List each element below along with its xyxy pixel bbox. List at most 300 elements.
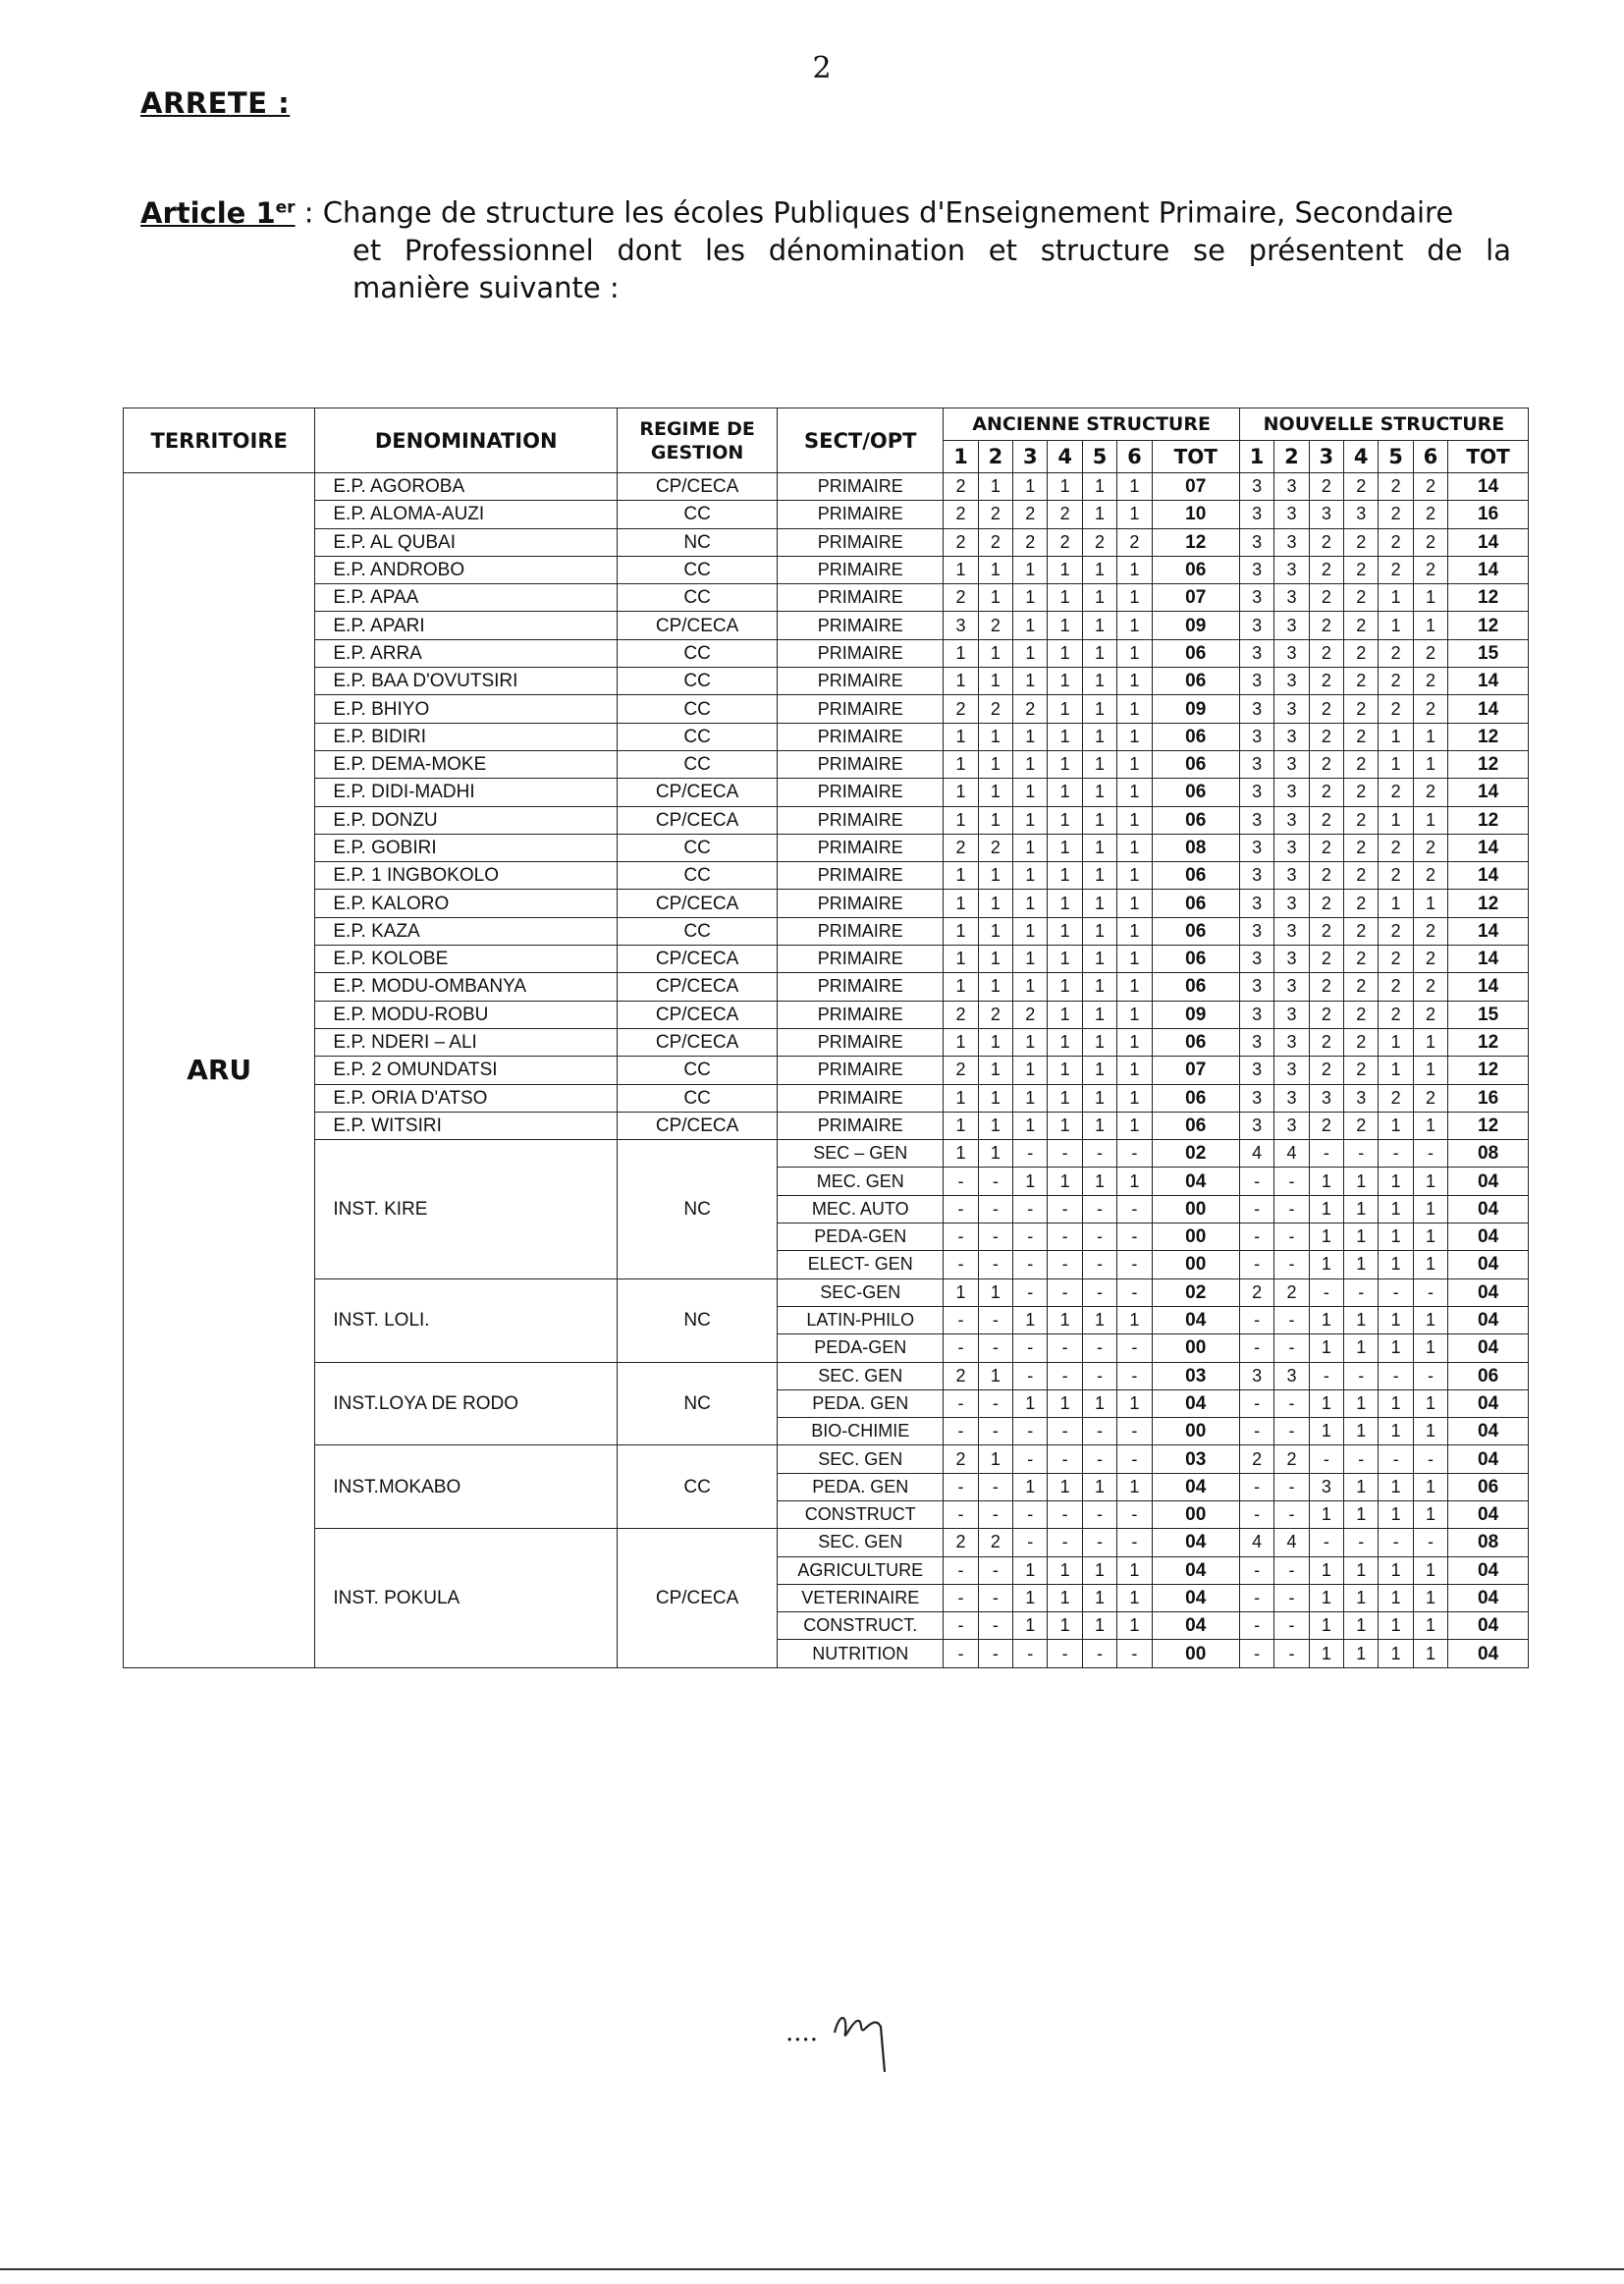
cell-nouvelle-6: 1 (1413, 584, 1447, 612)
cell-nouvelle-3: - (1309, 1140, 1343, 1168)
cell-sect-opt: PRIMAIRE (778, 862, 944, 890)
cell-nouvelle-4: 2 (1344, 750, 1379, 778)
cell-regime: CC (618, 668, 778, 695)
cell-nouvelle-2: 3 (1274, 862, 1309, 890)
table-row (124, 946, 1529, 973)
cell-nouvelle-5: 1 (1379, 1500, 1413, 1528)
cell-ancienne-6: - (1117, 1445, 1152, 1473)
cell-nouvelle-4: 1 (1344, 1640, 1379, 1667)
cell-nouvelle-4: 2 (1344, 946, 1379, 973)
cell-nouvelle-tot: 14 (1448, 528, 1529, 556)
cell-nouvelle-1: 3 (1239, 834, 1273, 861)
cell-nouvelle-3: 2 (1309, 917, 1343, 945)
cell-sect-opt: VETERINAIRE (778, 1584, 944, 1611)
cell-ancienne-tot: 06 (1152, 639, 1239, 667)
cell-nouvelle-5: 1 (1379, 750, 1413, 778)
cell-sect-opt: PRIMAIRE (778, 723, 944, 750)
cell-regime: CP/CECA (618, 890, 778, 917)
header-ancienne-col-2: 2 (978, 441, 1012, 473)
cell-ancienne-3: 1 (1013, 834, 1048, 861)
cell-ancienne-6: 1 (1117, 834, 1152, 861)
cell-nouvelle-5: 2 (1379, 973, 1413, 1001)
cell-nouvelle-3: 2 (1309, 779, 1343, 806)
article-line-2 (140, 232, 1515, 269)
cell-ancienne-6: 1 (1117, 917, 1152, 945)
cell-ancienne-tot: 04 (1152, 1168, 1239, 1195)
cell-nouvelle-4: 1 (1344, 1500, 1379, 1528)
cell-ancienne-4: 1 (1048, 612, 1082, 639)
cell-ancienne-4: 1 (1048, 668, 1082, 695)
cell-ancienne-6: 1 (1117, 1556, 1152, 1584)
cell-sect-opt: CONSTRUCT. (778, 1612, 944, 1640)
cell-nouvelle-4: 2 (1344, 973, 1379, 1001)
cell-ancienne-tot: 06 (1152, 723, 1239, 750)
cell-ancienne-4: 1 (1048, 1168, 1082, 1195)
cell-ancienne-3: 1 (1013, 1168, 1048, 1195)
cell-nouvelle-1: 3 (1239, 890, 1273, 917)
cell-nouvelle-1: 3 (1239, 806, 1273, 834)
cell-nouvelle-1: 3 (1239, 668, 1273, 695)
cell-ancienne-2: - (978, 1500, 1012, 1528)
cell-nouvelle-3: - (1309, 1445, 1343, 1473)
cell-ancienne-5: 1 (1082, 862, 1116, 890)
cell-ancienne-6: 1 (1117, 1168, 1152, 1195)
cell-ancienne-5: 1 (1082, 639, 1116, 667)
cell-nouvelle-6: 1 (1413, 1584, 1447, 1611)
cell-ancienne-tot: 02 (1152, 1278, 1239, 1306)
table-row (124, 1140, 1529, 1168)
table-row (124, 917, 1529, 945)
cell-nouvelle-1: - (1239, 1389, 1273, 1417)
cell-nouvelle-6: - (1413, 1529, 1447, 1556)
cell-ancienne-3: 1 (1013, 890, 1048, 917)
cell-nouvelle-1: - (1239, 1556, 1273, 1584)
cell-denomination: E.P. APAA (315, 584, 618, 612)
cell-nouvelle-2: 3 (1274, 473, 1309, 501)
cell-nouvelle-6: 2 (1413, 473, 1447, 501)
cell-nouvelle-tot: 16 (1448, 1084, 1529, 1112)
cell-nouvelle-6: 1 (1413, 1334, 1447, 1362)
cell-nouvelle-6: 1 (1413, 1028, 1447, 1056)
cell-ancienne-6: - (1117, 1334, 1152, 1362)
cell-nouvelle-2: 3 (1274, 584, 1309, 612)
cell-sect-opt: PRIMAIRE (778, 473, 944, 501)
cell-regime: CP/CECA (618, 612, 778, 639)
cell-regime: CP/CECA (618, 779, 778, 806)
cell-nouvelle-2: 3 (1274, 639, 1309, 667)
cell-ancienne-tot: 06 (1152, 917, 1239, 945)
cell-denomination: E.P. ALOMA-AUZI (315, 501, 618, 528)
cell-ancienne-6: - (1117, 1500, 1152, 1528)
cell-ancienne-4: 1 (1048, 1584, 1082, 1611)
table-row (124, 668, 1529, 695)
cell-regime: NC (618, 1140, 778, 1278)
cell-ancienne-3: 1 (1013, 1612, 1048, 1640)
cell-nouvelle-1: 3 (1239, 1057, 1273, 1084)
cell-nouvelle-6: 1 (1413, 1168, 1447, 1195)
cell-ancienne-4: 1 (1048, 639, 1082, 667)
cell-ancienne-6: - (1117, 1529, 1152, 1556)
cell-regime: CC (618, 1057, 778, 1084)
cell-nouvelle-3: 1 (1309, 1168, 1343, 1195)
cell-nouvelle-3: 2 (1309, 639, 1343, 667)
cell-denomination: INST.LOYA DE RODO (315, 1362, 618, 1445)
cell-sect-opt: PRIMAIRE (778, 1001, 944, 1028)
cell-nouvelle-tot: 12 (1448, 1112, 1529, 1139)
cell-nouvelle-6: 2 (1413, 1084, 1447, 1112)
cell-nouvelle-3: 1 (1309, 1584, 1343, 1611)
cell-nouvelle-3: 2 (1309, 473, 1343, 501)
cell-regime: NC (618, 528, 778, 556)
cell-ancienne-6: 1 (1117, 668, 1152, 695)
cell-regime: CC (618, 862, 778, 890)
cell-ancienne-3: 2 (1013, 1001, 1048, 1028)
cell-nouvelle-6: 1 (1413, 1556, 1447, 1584)
cell-ancienne-5: - (1082, 1445, 1116, 1473)
cell-nouvelle-1: - (1239, 1306, 1273, 1333)
cell-sect-opt: AGRICULTURE (778, 1556, 944, 1584)
cell-nouvelle-3: 1 (1309, 1389, 1343, 1417)
cell-regime: CP/CECA (618, 1001, 778, 1028)
cell-nouvelle-4: - (1344, 1278, 1379, 1306)
cell-ancienne-2: 1 (978, 668, 1012, 695)
cell-nouvelle-3: 2 (1309, 556, 1343, 583)
cell-nouvelle-2: 3 (1274, 1028, 1309, 1056)
cell-nouvelle-tot: 04 (1448, 1224, 1529, 1251)
cell-ancienne-6: 1 (1117, 1612, 1152, 1640)
cell-ancienne-4: 1 (1048, 1389, 1082, 1417)
cell-ancienne-2: 1 (978, 556, 1012, 583)
cell-nouvelle-5: 1 (1379, 806, 1413, 834)
cell-nouvelle-6: 1 (1413, 1251, 1447, 1278)
cell-nouvelle-6: 1 (1413, 1640, 1447, 1667)
cell-nouvelle-5: 1 (1379, 1224, 1413, 1251)
cell-ancienne-1: 2 (944, 528, 978, 556)
cell-ancienne-2: 1 (978, 1362, 1012, 1389)
cell-nouvelle-4: 2 (1344, 695, 1379, 723)
cell-nouvelle-5: 1 (1379, 1251, 1413, 1278)
cell-ancienne-1: - (944, 1251, 978, 1278)
cell-nouvelle-6: 2 (1413, 917, 1447, 945)
cell-nouvelle-2: 2 (1274, 1445, 1309, 1473)
cell-ancienne-5: 1 (1082, 1001, 1116, 1028)
cell-nouvelle-tot: 04 (1448, 1418, 1529, 1445)
cell-ancienne-1: 2 (944, 501, 978, 528)
cell-nouvelle-2: - (1274, 1640, 1309, 1667)
cell-ancienne-2: 1 (978, 1057, 1012, 1084)
cell-nouvelle-3: 1 (1309, 1418, 1343, 1445)
cell-sect-opt: PRIMAIRE (778, 668, 944, 695)
cell-ancienne-3: 1 (1013, 1556, 1048, 1584)
cell-nouvelle-2: 3 (1274, 1362, 1309, 1389)
cell-nouvelle-tot: 06 (1448, 1473, 1529, 1500)
cell-ancienne-2: 1 (978, 890, 1012, 917)
cell-ancienne-6: 1 (1117, 1584, 1152, 1611)
cell-nouvelle-2: 3 (1274, 1057, 1309, 1084)
header-ancienne-col-1: 1 (944, 441, 978, 473)
cell-ancienne-tot: 04 (1152, 1612, 1239, 1640)
article-word: de (1427, 233, 1463, 267)
cell-denomination: E.P. MODU-ROBU (315, 1001, 618, 1028)
cell-denomination: INST. KIRE (315, 1140, 618, 1278)
cell-nouvelle-tot: 12 (1448, 584, 1529, 612)
cell-nouvelle-1: - (1239, 1612, 1273, 1640)
cell-ancienne-5: - (1082, 1278, 1116, 1306)
cell-nouvelle-1: - (1239, 1418, 1273, 1445)
cell-nouvelle-4: 1 (1344, 1168, 1379, 1195)
cell-ancienne-6: 1 (1117, 556, 1152, 583)
header-sect-opt: SECT/OPT (778, 408, 944, 473)
cell-nouvelle-1: 3 (1239, 1001, 1273, 1028)
cell-nouvelle-tot: 14 (1448, 556, 1529, 583)
cell-nouvelle-tot: 04 (1448, 1612, 1529, 1640)
cell-nouvelle-6: 2 (1413, 973, 1447, 1001)
cell-ancienne-5: 1 (1082, 946, 1116, 973)
cell-nouvelle-4: 2 (1344, 917, 1379, 945)
cell-nouvelle-1: 3 (1239, 779, 1273, 806)
cell-ancienne-tot: 00 (1152, 1418, 1239, 1445)
article-word: dénomination (768, 233, 966, 267)
cell-nouvelle-3: 2 (1309, 806, 1343, 834)
cell-ancienne-4: 1 (1048, 723, 1082, 750)
cell-nouvelle-6: 1 (1413, 890, 1447, 917)
cell-nouvelle-6: 2 (1413, 946, 1447, 973)
cell-nouvelle-5: 2 (1379, 473, 1413, 501)
cell-ancienne-6: 1 (1117, 890, 1152, 917)
cell-nouvelle-3: 1 (1309, 1334, 1343, 1362)
cell-ancienne-1: - (944, 1500, 978, 1528)
table-row (124, 1112, 1529, 1139)
cell-nouvelle-5: 1 (1379, 1168, 1413, 1195)
cell-ancienne-tot: 09 (1152, 612, 1239, 639)
cell-denomination: E.P. KALORO (315, 890, 618, 917)
cell-ancienne-4: 1 (1048, 473, 1082, 501)
cell-ancienne-2: 2 (978, 695, 1012, 723)
cell-nouvelle-5: - (1379, 1362, 1413, 1389)
cell-regime: CC (618, 1084, 778, 1112)
cell-nouvelle-tot: 04 (1448, 1334, 1529, 1362)
cell-nouvelle-tot: 04 (1448, 1168, 1529, 1195)
cell-sect-opt: PEDA. GEN (778, 1473, 944, 1500)
cell-ancienne-1: - (944, 1224, 978, 1251)
cell-ancienne-1: 2 (944, 1362, 978, 1389)
cell-ancienne-tot: 10 (1152, 501, 1239, 528)
cell-ancienne-5: 1 (1082, 501, 1116, 528)
cell-ancienne-5: 1 (1082, 1112, 1116, 1139)
cell-ancienne-3: 1 (1013, 1473, 1048, 1500)
cell-ancienne-1: 1 (944, 806, 978, 834)
cell-ancienne-tot: 04 (1152, 1306, 1239, 1333)
article-word: dont (617, 233, 682, 267)
cell-ancienne-3: 1 (1013, 1028, 1048, 1056)
cell-ancienne-5: 1 (1082, 1556, 1116, 1584)
cell-ancienne-5: - (1082, 1418, 1116, 1445)
cell-ancienne-3: 1 (1013, 1306, 1048, 1333)
cell-ancienne-3: - (1013, 1445, 1048, 1473)
cell-ancienne-3: - (1013, 1362, 1048, 1389)
table-row (124, 862, 1529, 890)
cell-nouvelle-5: 2 (1379, 639, 1413, 667)
cell-nouvelle-5: 1 (1379, 1612, 1413, 1640)
cell-nouvelle-5: 1 (1379, 612, 1413, 639)
cell-nouvelle-3: 1 (1309, 1500, 1343, 1528)
cell-nouvelle-tot: 14 (1448, 946, 1529, 973)
header-ancienne-col-4: 4 (1048, 441, 1082, 473)
cell-ancienne-4: - (1048, 1500, 1082, 1528)
cell-ancienne-4: - (1048, 1140, 1082, 1168)
cell-nouvelle-3: 2 (1309, 668, 1343, 695)
cell-ancienne-tot: 03 (1152, 1445, 1239, 1473)
cell-ancienne-5: - (1082, 1195, 1116, 1223)
cell-ancienne-5: 1 (1082, 612, 1116, 639)
cell-nouvelle-3: 2 (1309, 1112, 1343, 1139)
table-row (124, 750, 1529, 778)
cell-sect-opt: CONSTRUCT (778, 1500, 944, 1528)
cell-ancienne-tot: 00 (1152, 1640, 1239, 1667)
cell-regime: CC (618, 639, 778, 667)
cell-nouvelle-2: - (1274, 1500, 1309, 1528)
header-nouvelle-col-4: 4 (1344, 441, 1379, 473)
cell-ancienne-6: 1 (1117, 639, 1152, 667)
cell-ancienne-2: 1 (978, 806, 1012, 834)
cell-ancienne-4: - (1048, 1278, 1082, 1306)
cell-ancienne-3: 1 (1013, 612, 1048, 639)
cell-ancienne-6: 1 (1117, 1473, 1152, 1500)
cell-sect-opt: PRIMAIRE (778, 612, 944, 639)
cell-denomination: E.P. BIDIRI (315, 723, 618, 750)
cell-ancienne-2: 2 (978, 834, 1012, 861)
signature-dots: .... (785, 2018, 819, 2047)
cell-ancienne-6: 1 (1117, 750, 1152, 778)
cell-nouvelle-1: 3 (1239, 1362, 1273, 1389)
cell-sect-opt: PEDA-GEN (778, 1224, 944, 1251)
cell-ancienne-4: 1 (1048, 584, 1082, 612)
cell-nouvelle-2: 3 (1274, 946, 1309, 973)
cell-sect-opt: PRIMAIRE (778, 890, 944, 917)
cell-denomination: E.P. ARRA (315, 639, 618, 667)
cell-denomination: E.P. ANDROBO (315, 556, 618, 583)
cell-ancienne-1: 1 (944, 750, 978, 778)
cell-sect-opt: LATIN-PHILO (778, 1306, 944, 1333)
cell-nouvelle-tot: 04 (1448, 1306, 1529, 1333)
cell-nouvelle-tot: 04 (1448, 1278, 1529, 1306)
cell-nouvelle-1: - (1239, 1224, 1273, 1251)
cell-nouvelle-4: 1 (1344, 1389, 1379, 1417)
heading-arrete: ARRETE : (140, 86, 291, 120)
cell-ancienne-3: 1 (1013, 1057, 1048, 1084)
cell-ancienne-5: - (1082, 1529, 1116, 1556)
cell-nouvelle-6: - (1413, 1278, 1447, 1306)
cell-nouvelle-1: 2 (1239, 1445, 1273, 1473)
cell-ancienne-1: 1 (944, 1028, 978, 1056)
cell-nouvelle-5: 2 (1379, 946, 1413, 973)
cell-nouvelle-6: - (1413, 1140, 1447, 1168)
cell-nouvelle-1: 3 (1239, 612, 1273, 639)
cell-ancienne-6: 1 (1117, 584, 1152, 612)
cell-nouvelle-3: 1 (1309, 1556, 1343, 1584)
cell-ancienne-1: - (944, 1640, 978, 1667)
cell-nouvelle-1: 3 (1239, 973, 1273, 1001)
cell-sect-opt: SEC-GEN (778, 1278, 944, 1306)
cell-ancienne-1: 2 (944, 695, 978, 723)
cell-sect-opt: PRIMAIRE (778, 639, 944, 667)
cell-ancienne-3: - (1013, 1224, 1048, 1251)
cell-nouvelle-1: - (1239, 1195, 1273, 1223)
cell-ancienne-2: - (978, 1224, 1012, 1251)
cell-denomination: E.P. MODU-OMBANYA (315, 973, 618, 1001)
cell-denomination: INST.MOKABO (315, 1445, 618, 1529)
cell-nouvelle-2: - (1274, 1334, 1309, 1362)
cell-nouvelle-1: - (1239, 1500, 1273, 1528)
cell-ancienne-6: 1 (1117, 1389, 1152, 1417)
article-word: et (352, 233, 382, 267)
cell-ancienne-1: 1 (944, 917, 978, 945)
cell-nouvelle-5: 1 (1379, 1306, 1413, 1333)
cell-ancienne-3: 1 (1013, 1584, 1048, 1611)
cell-nouvelle-1: 3 (1239, 723, 1273, 750)
cell-ancienne-5: 1 (1082, 1612, 1116, 1640)
cell-ancienne-tot: 06 (1152, 750, 1239, 778)
cell-nouvelle-6: 2 (1413, 528, 1447, 556)
article-word: les (704, 233, 745, 267)
cell-ancienne-5: 1 (1082, 723, 1116, 750)
cell-nouvelle-2: - (1274, 1195, 1309, 1223)
cell-ancienne-4: - (1048, 1529, 1082, 1556)
header-ancienne-col-tot: TOT (1152, 441, 1239, 473)
cell-sect-opt: PRIMAIRE (778, 584, 944, 612)
cell-ancienne-6: 1 (1117, 806, 1152, 834)
cell-ancienne-2: - (978, 1612, 1012, 1640)
cell-nouvelle-1: 3 (1239, 473, 1273, 501)
cell-ancienne-6: - (1117, 1362, 1152, 1389)
cell-sect-opt: SEC. GEN (778, 1445, 944, 1473)
cell-regime: CP/CECA (618, 973, 778, 1001)
cell-nouvelle-6: 2 (1413, 1001, 1447, 1028)
cell-denomination: E.P. APARI (315, 612, 618, 639)
cell-denomination: E.P. AL QUBAI (315, 528, 618, 556)
cell-ancienne-3: 1 (1013, 1084, 1048, 1112)
cell-nouvelle-5: - (1379, 1140, 1413, 1168)
cell-regime: CC (618, 1445, 778, 1529)
cell-nouvelle-3: 2 (1309, 528, 1343, 556)
header-nouvelle-col-3: 3 (1309, 441, 1343, 473)
cell-nouvelle-2: 3 (1274, 668, 1309, 695)
cell-ancienne-4: 1 (1048, 1473, 1082, 1500)
cell-ancienne-tot: 06 (1152, 1084, 1239, 1112)
cell-nouvelle-4: 2 (1344, 584, 1379, 612)
cell-ancienne-6: 1 (1117, 973, 1152, 1001)
cell-nouvelle-3: 1 (1309, 1195, 1343, 1223)
cell-ancienne-4: - (1048, 1251, 1082, 1278)
cell-nouvelle-3: 2 (1309, 612, 1343, 639)
cell-nouvelle-4: 2 (1344, 556, 1379, 583)
cell-nouvelle-tot: 12 (1448, 612, 1529, 639)
cell-ancienne-1: - (944, 1556, 978, 1584)
article-1 (140, 189, 1515, 306)
cell-ancienne-tot: 07 (1152, 584, 1239, 612)
cell-ancienne-1: 2 (944, 1529, 978, 1556)
cell-nouvelle-6: 2 (1413, 862, 1447, 890)
header-nouvelle: NOUVELLE STRUCTURE (1239, 408, 1528, 441)
cell-ancienne-1: 1 (944, 1112, 978, 1139)
table-row (124, 639, 1529, 667)
cell-nouvelle-4: 2 (1344, 723, 1379, 750)
cell-sect-opt: PRIMAIRE (778, 1084, 944, 1112)
header-nouvelle-col-2: 2 (1274, 441, 1309, 473)
cell-nouvelle-tot: 14 (1448, 834, 1529, 861)
cell-nouvelle-2: - (1274, 1389, 1309, 1417)
cell-regime: CC (618, 723, 778, 750)
